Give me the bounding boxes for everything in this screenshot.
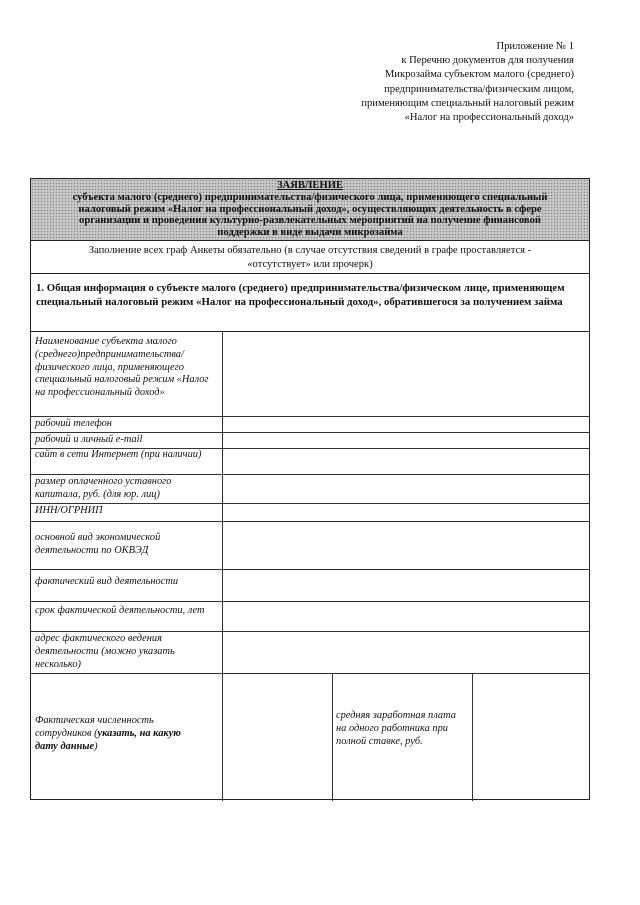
- appendix-line: Приложение № 1: [496, 41, 574, 52]
- form-header: [31, 179, 589, 241]
- field-label-okved: основной вид экономической деятельности по ОКВЭД: [35, 532, 161, 556]
- instruction-line: Заполнение всех граф Анкеты обязательно (в случае отсутствия сведений в графе проставляется -: [88, 245, 532, 256]
- column-divider: [332, 673, 333, 801]
- value-cell-name[interactable]: [223, 332, 590, 416]
- appendix-line: «Налог на профессиональный доход»: [404, 112, 574, 124]
- field-label-staff: [35, 715, 205, 753]
- appendix-line: предпринимательства/физическим лицом,: [384, 83, 574, 95]
- value-cell-work-phone[interactable]: [223, 417, 590, 432]
- value-cell-address[interactable]: [223, 632, 590, 673]
- staff-label-bold: указать, на какую дату данные: [35, 727, 181, 752]
- value-cell-salary[interactable]: [473, 674, 590, 800]
- staff-label-prefix: Фактическая численность сотрудников (: [35, 715, 154, 739]
- value-cell-staff[interactable]: [223, 674, 332, 800]
- form-subtitle-line: налоговый режим «Налог на профессиональный доход», осуществляющих деятельность в сфере: [78, 203, 542, 215]
- field-label-salary: средняя заработная плата на одного работника при полной ставке, руб.: [336, 710, 456, 747]
- form-subtitle-line: субъекта малого (среднего) предпринимательства/физического лица, применяющего специальный: [72, 191, 548, 203]
- field-label-capital: размер оплаченного уставного капитала, руб. (для юр. лиц): [35, 476, 172, 500]
- form-instructions: [31, 241, 589, 274]
- staff-label-suffix: ): [94, 740, 98, 752]
- field-label-activity-years: срок фактической деятельности, лет: [35, 605, 205, 616]
- value-cell-capital[interactable]: [223, 475, 590, 503]
- value-cell-actual-activity[interactable]: [223, 570, 590, 601]
- field-label-name: Наименование субъекта малого (среднего)предпринимательства/ физического лица, применяющего специальный налоговый режим «Налог на профессиональный доход»: [35, 336, 209, 399]
- field-label-actual-activity: фактический вид деятельности: [35, 576, 179, 587]
- appendix-line: применяющим специальный налоговый режим: [361, 97, 574, 109]
- value-cell-activity-years[interactable]: [223, 602, 590, 631]
- form-subtitle-line: организации и проведения культурно-развлекательных мероприятий на получение финансовой: [79, 215, 541, 227]
- appendix-line: Микрозайма субъектом малого (среднего): [384, 69, 574, 81]
- field-label-work-phone: рабочий телефон: [35, 418, 112, 429]
- form-title: ЗАЯВЛЕНИЕ: [276, 180, 344, 191]
- application-form: [30, 178, 590, 800]
- field-label-website: сайт в сети Интернет (при наличии): [35, 449, 202, 460]
- value-cell-inn[interactable]: [223, 504, 590, 521]
- field-label-address: адрес фактического ведения деятельности (можно указать несколько): [35, 633, 175, 670]
- field-label-inn: ИНН/ОГРНИП: [35, 505, 103, 516]
- field-label-email: рабочий и личный e-mail: [35, 434, 143, 445]
- value-cell-website[interactable]: [223, 449, 590, 474]
- appendix-line: к Перечню документов для получения: [401, 55, 574, 67]
- section-1-title: 1. Общая информация о субъекте малого (среднего) предпринимательства/физическом лице, применяющем специальный налоговый режим «Налог на профессиональный доход», обратившегося за получением займа: [31, 274, 589, 332]
- value-cell-email[interactable]: [223, 433, 590, 448]
- instruction-line: «отсутствует» или прочерк): [247, 259, 373, 270]
- value-cell-okved[interactable]: [223, 522, 590, 569]
- form-subtitle-line: поддержки в виде выдачи микрозайма: [217, 227, 403, 239]
- appendix-header: [244, 40, 574, 125]
